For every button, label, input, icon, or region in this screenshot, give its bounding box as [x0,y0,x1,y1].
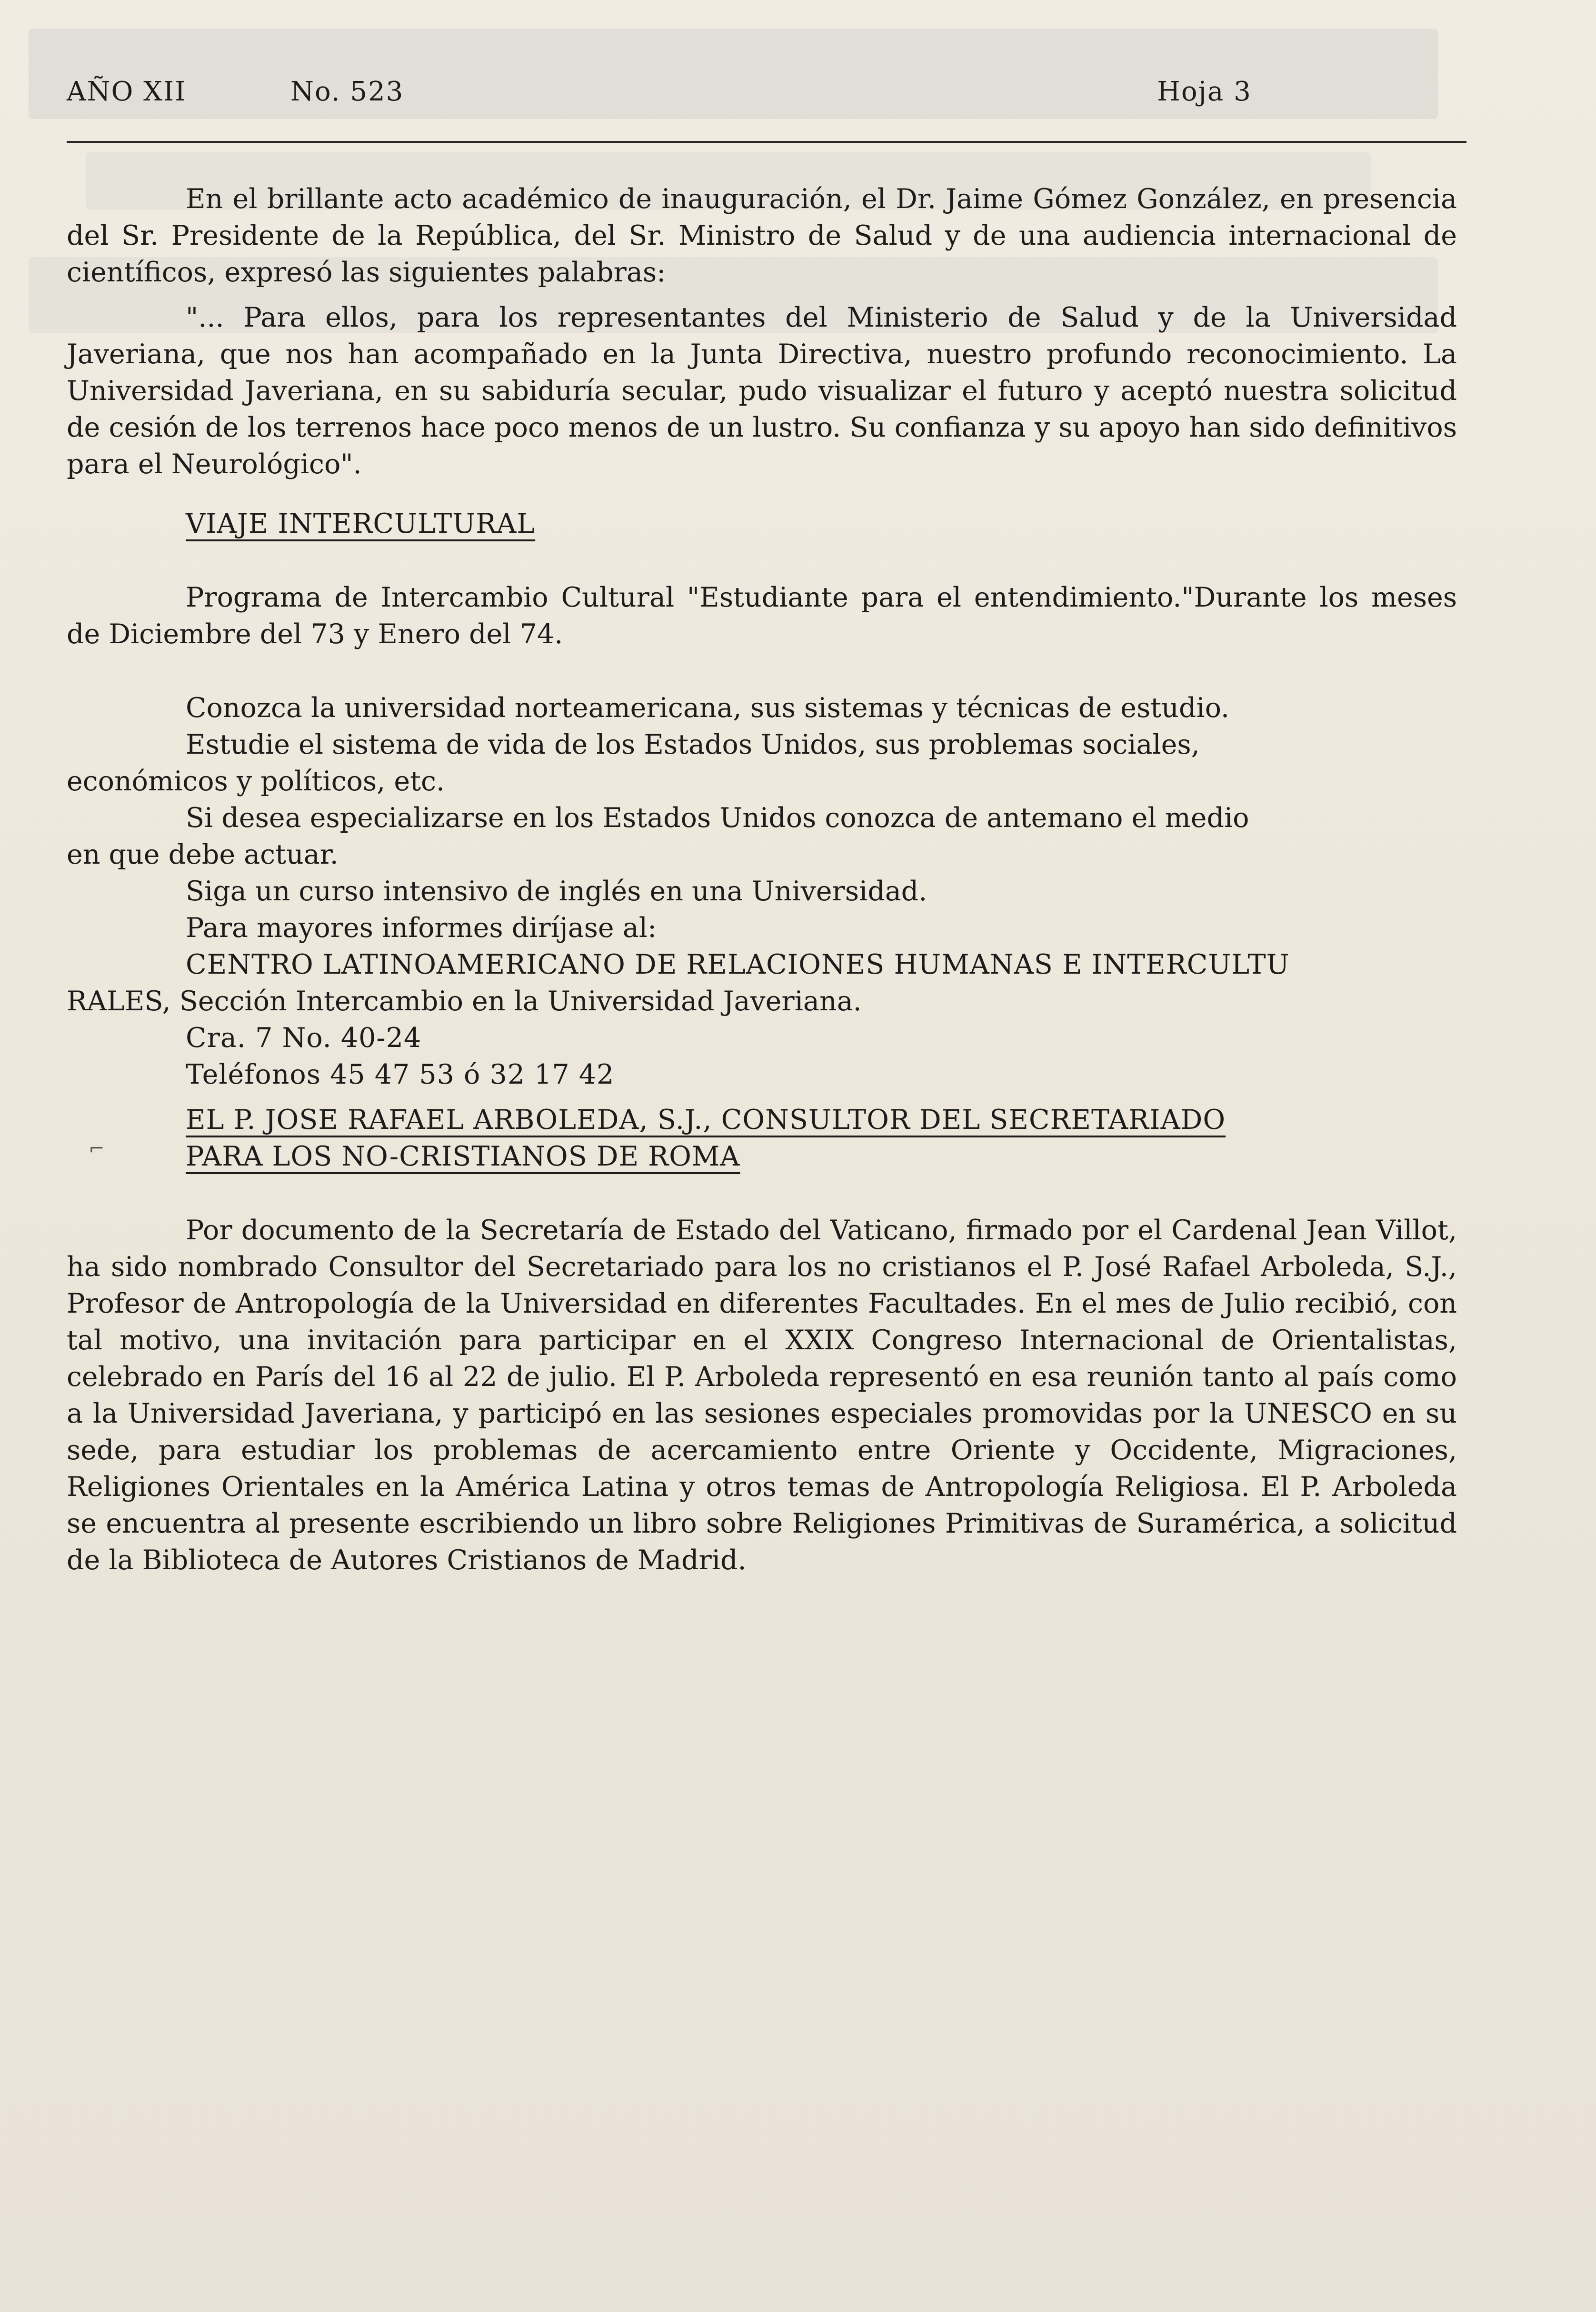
viaje-address: Cra. 7 No. 40-24 [186,1022,422,1054]
viaje-line-1: Conozca la universidad norteamericana, sus sistemas y técnicas de estudio. [186,692,1230,724]
viaje-line-4: Siga un curso intensivo de inglés en una Universidad. [186,876,928,907]
header-issue: No. 523 [290,76,404,107]
viaje-program: Programa de Intercambio Cultural "Estudiante para el entendimiento."Durante los meses de Diciembre del 73 y Enero del 74. [67,582,1457,650]
viaje-heading: VIAJE INTERCULTURAL [186,508,536,539]
article-body [67,181,1457,1579]
viaje-line-2b: económicos y políticos, etc. [67,766,445,797]
intro-quote: "... Para ellos, para los representantes del Ministerio de Salud y de la Universidad Javeriana, que nos han acompañado en la Junta Directiva, nuestro profundo reconocimiento. La Universidad Javeriana, en su sabiduría secular, pudo visualizar el futuro y aceptó nuestra solicitud de cesión de los terrenos hace poco menos de un lustro. Su confianza y su apoyo han sido definitivos para el Neurológico". [67,302,1457,480]
viaje-line-5: Para mayores informes diríjase al: [186,912,657,944]
viaje-center-b: RALES, Sección Intercambio en la Universidad Javeriana. [67,986,862,1017]
arboleda-heading-a: EL P. JOSE RAFAEL ARBOLEDA, S.J., CONSULTOR DEL SECRETARIADO [186,1104,1226,1136]
header-year: AÑO XII [67,76,187,107]
viaje-center-a: CENTRO LATINOAMERICANO DE RELACIONES HUMANAS E INTERCULTU [186,949,1290,980]
arboleda-heading-b: PARA LOS NO-CRISTIANOS DE ROMA [186,1141,740,1172]
viaje-line-3b: en que debe actuar. [67,839,339,870]
intro-paragraph: En el brillante acto académico de inauguración, el Dr. Jaime Gómez González, en presencia del Sr. Presidente de la República, del Sr. Ministro de Salud y de una audiencia internacional de científicos, expresó las siguientes palabras: [67,183,1457,288]
header-rule [67,141,1466,143]
header-sheet: Hoja 3 [1157,76,1252,107]
viaje-phones: Teléfonos 45 47 53 ó 32 17 42 [186,1059,615,1090]
arboleda-paragraph: Por documento de la Secretaría de Estado del Vaticano, firmado por el Cardenal Jean Villot, ha sido nombrado Consultor del Secretariado para los no cristianos el P. José Rafael Arboleda, S.J., Profesor de Antropología de la Universidad en diferentes Facultades. En el mes de Julio recibió, con tal motivo, una invitación para participar en el XXIX Congreso Internacional de Orientalistas, celebrado en París del 16 al 22 de julio. El P. Arboleda representó en esa reunión tanto al país como a la Universidad Javeriana, y participó en las sesiones especiales promovidas por la UNESCO en su sede, para estudiar los problemas de acercamiento entre Oriente y Occidente, Migraciones, Religiones Orientales en la América Latina y otros temas de Antropología Religiosa. El P. Arboleda se encuentra al presente escribiendo un libro sobre Religiones Primitivas de Suramérica, a solicitud de la Biblioteca de Autores Cristianos de Madrid. [67,1215,1457,1576]
viaje-line-2a: Estudie el sistema de vida de los Estados Unidos, sus problemas sociales, [186,729,1200,760]
viaje-line-3a: Si desea especializarse en los Estados Unidos conozca de antemano el medio [186,802,1249,834]
stray-mark: ⌐ [89,1138,105,1160]
page-header [67,76,1466,119]
